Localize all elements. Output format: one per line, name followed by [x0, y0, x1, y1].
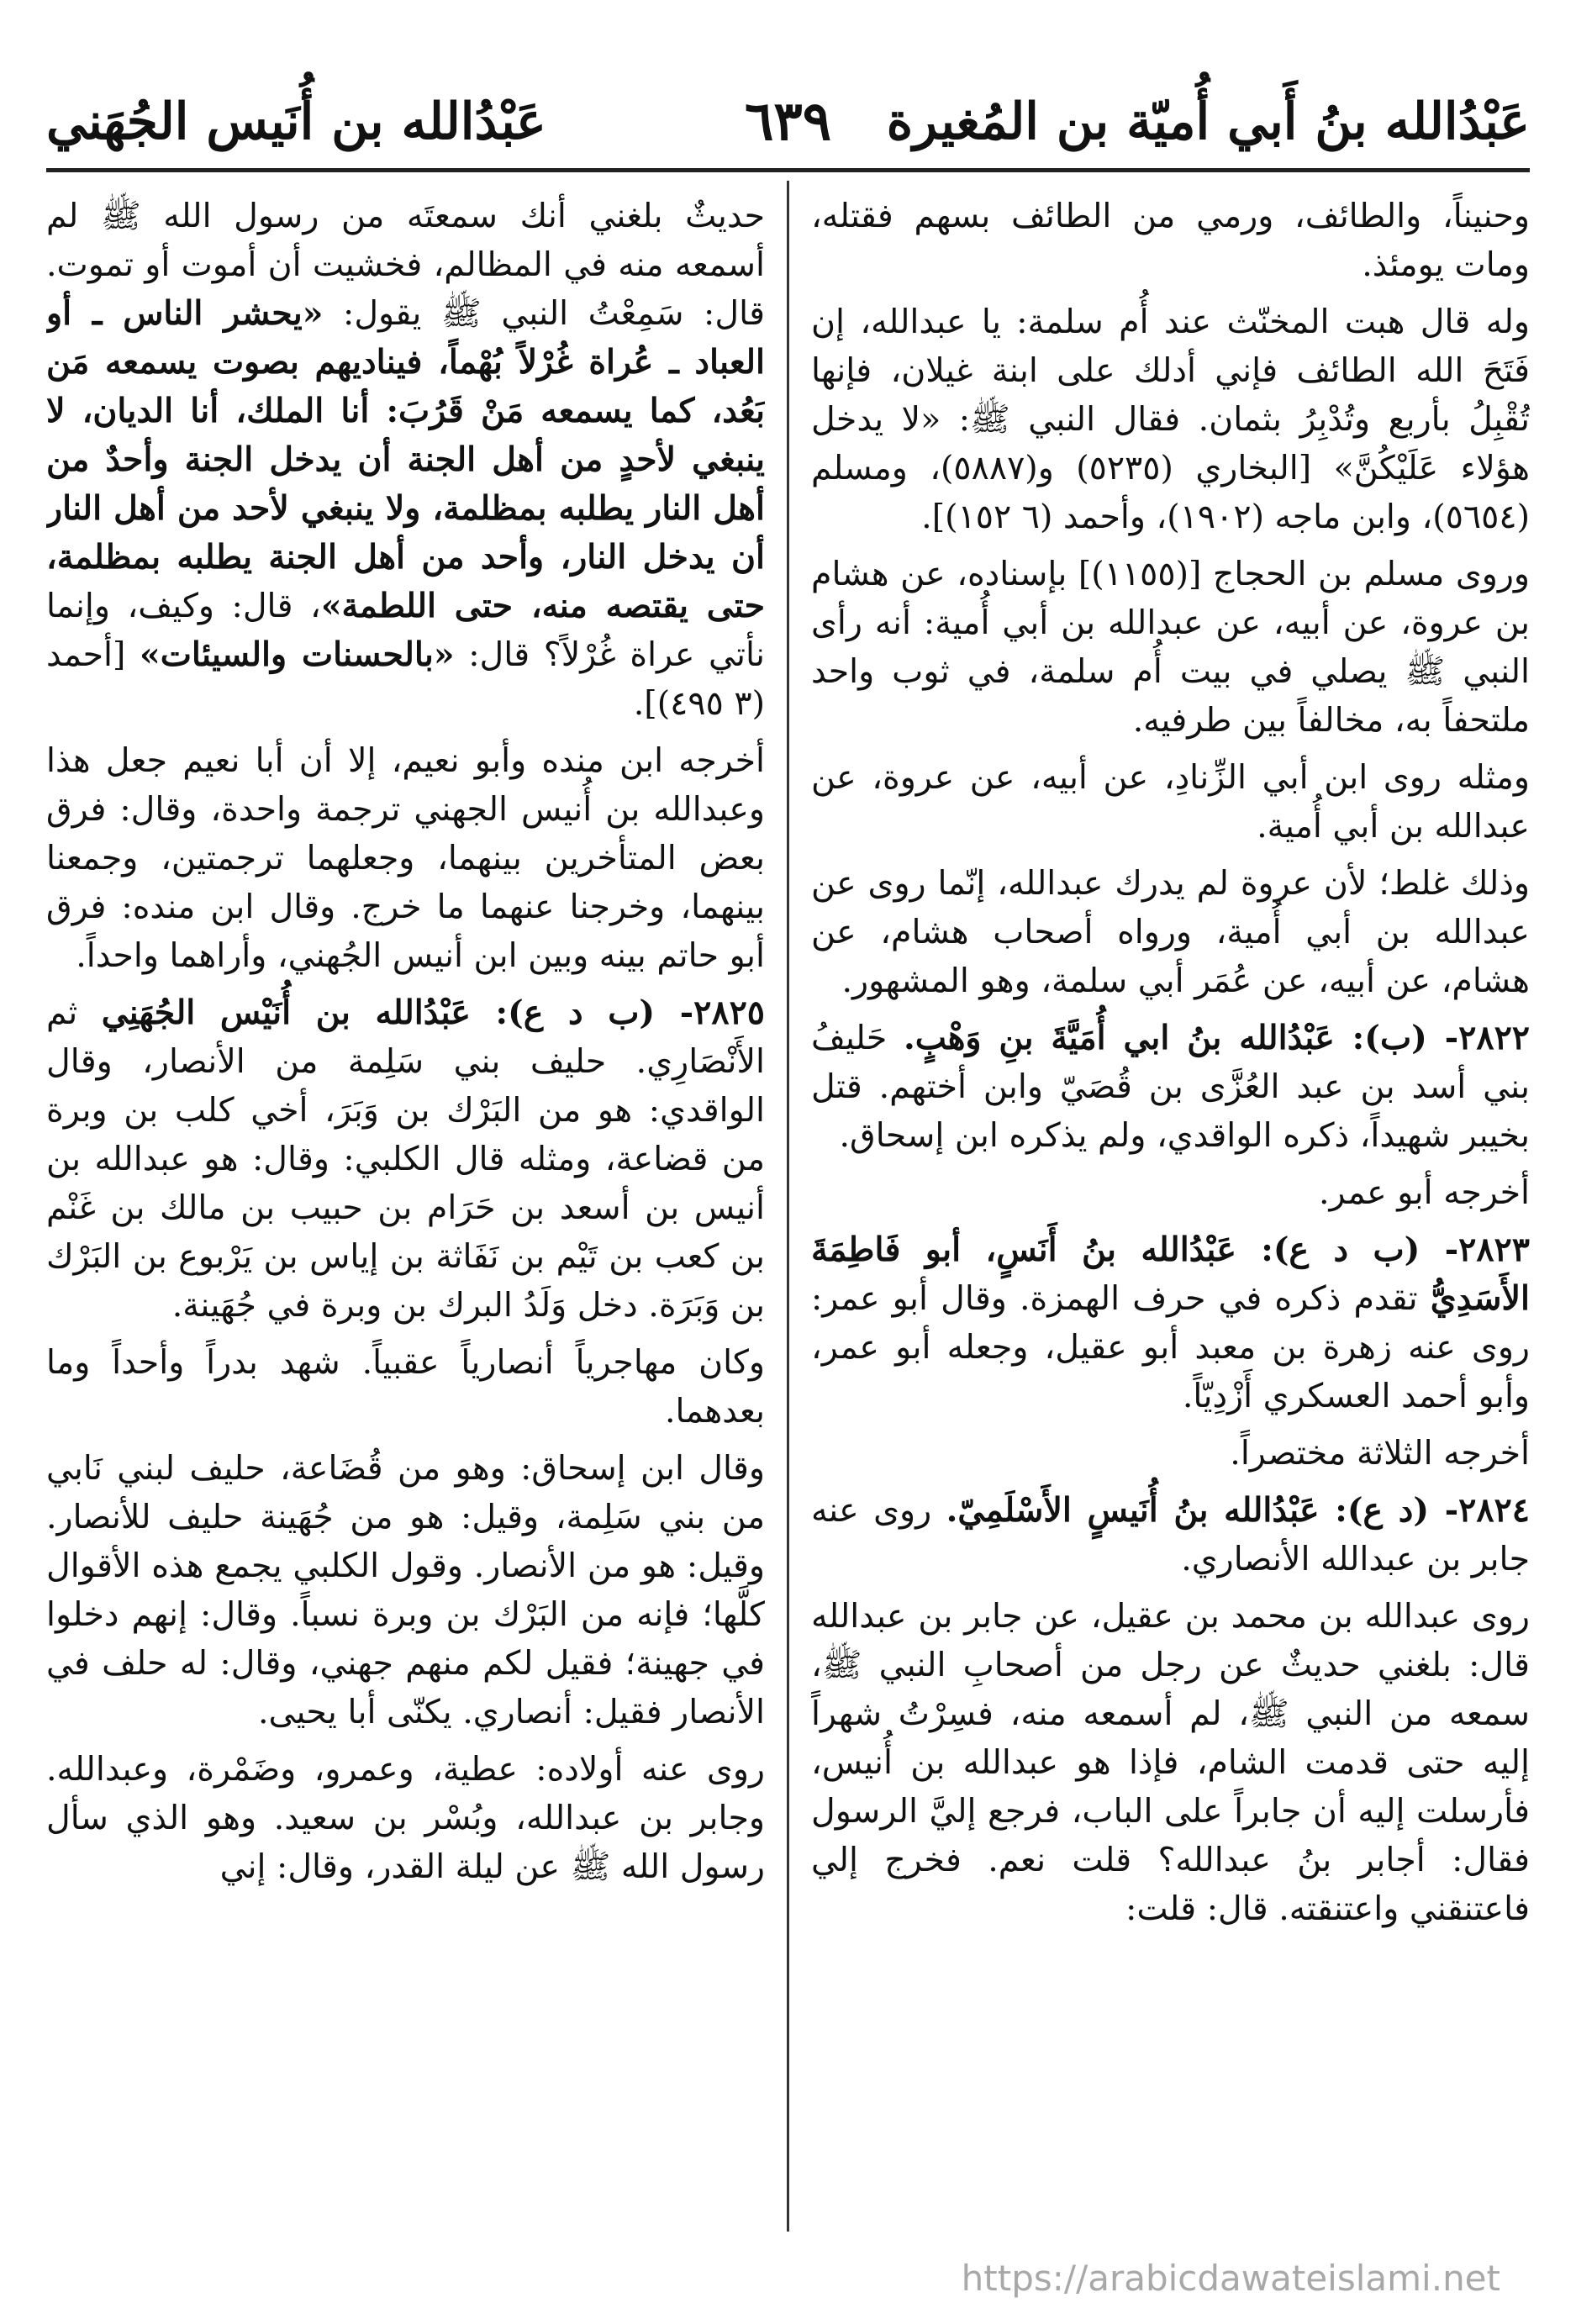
paragraph-text: أخرجه أبو عمر.: [1318, 1173, 1530, 1212]
column-divider: [787, 181, 789, 2232]
hadith-paragraph: [46, 192, 765, 728]
paragraph-text: روى عبدالله بن محمد بن عقيل، عن جابر بن عبدالله قال: بلغني حديثٌ عن رجل من أصحابِ النبي ﷺ، سمعه من النبي ﷺ، لم أسمعه منه، فسِرْتُ شهراً إليه حتى قدمت الشام، فإذا هو عبدالله بن أُنيس، فأرسلت إليه أن جابراً على الباب، فرجع إليَّ الرسول فقال: أجابر بنُ عبدالله؟ قلت نعم. فخرج إلي فاعتنقني واعتنقته. قال: قلت:: [811, 1597, 1530, 1928]
paragraph: [811, 192, 1530, 289]
paragraph-text: روى عنه جابر بن عبدالله الأنصاري.: [811, 1491, 1530, 1578]
paragraph: [811, 859, 1530, 1005]
paragraph: [46, 1444, 765, 1736]
left-column: [46, 192, 765, 2234]
paragraph-text: حَليفُ بني أسد بن عبد العُزَّى بن قُصَيّ وابن أختهم. قتل بخيبر شهيداً، ذكره الواقدي، ولم يذكره ابن إسحاق.: [811, 1019, 1530, 1155]
entry-2822: [811, 1014, 1530, 1160]
paragraph-text: ثم الأَنْصَارِي. حليف بني سَلِمة من الأنصار، وقال الواقدي: هو من البَرْك بن وَبَرَ، أخي كلب بن وبرة من قضاعة، ومثله قال الكلبي: وقال: هو عبدالله بن أنيس بن أسعد بن حَرَام بن حبيب بن مالك بن غَنْم بن كعب بن تَيْم بن نَفَاثة بن إياس بن يَرْبوع بن البَرْك بن وَبَرَة. دخل وَلَدُ البرك بن وبرة في جُهَينة.: [46, 993, 765, 1325]
hadith-quote: «بالحسنات والسيئات»: [140, 635, 455, 674]
paragraph: [811, 298, 1530, 541]
citation: [أحمد (٣ ٤٩٥)].: [46, 635, 765, 723]
running-title-right: عَبْدُالله بنُ أَبي أُميّة بن المُغيرة: [886, 92, 1530, 151]
paragraph: [811, 1168, 1530, 1217]
paragraph: [811, 1592, 1530, 1933]
paragraph-text: ، قال: وكيف، وإنما نأتي عراة غُرْلاً؟ قال:: [46, 587, 765, 674]
paragraph: [811, 753, 1530, 851]
entry-2823: [811, 1225, 1530, 1420]
watermark-url: https://arabicdawateislami.net: [961, 2258, 1500, 2299]
paragraph-text: أخرجه ابن منده وأبو نعيم، إلا أن أبا نعيم جعل هذا وعبدالله بن أُنيس الجهني ترجمة واحدة، وقال: فرق بعض المتأخرين بينهما، وجعلهما ترجمتين، وجمعنا بينهما، وخرجنا عنهما ما خرج. وقال ابن منده: فرق أبو حاتم بينه وبين ابن أنيس الجُهني، وأراهما واحداً.: [46, 741, 765, 975]
paragraph-text: وحنيناً، والطائف، ورمي من الطائف بسهم فقتله، ومات يومئذ.: [811, 197, 1530, 284]
paragraph-text: وكان مهاجرياً أنصارياً عقبياً. شهد بدراً وأحداً وما بعدهما.: [46, 1343, 765, 1431]
right-column: [811, 192, 1530, 2234]
paragraph-text: وذلك غلط؛ لأن عروة لم يدرك عبدالله، إنّما روى عن عبدالله بن أبي أُمية، ورواه أصحاب هشام، عن هشام، عن أبيه، عن عُمَر أبي سلمة، وهو المشهور.: [811, 864, 1530, 1000]
paragraph-text: روى عنه أولاده: عطية، وعمرو، وضَمْرة، وعبدالله. وجابر بن عبدالله، وبُسْر بن سعيد. وهو الذي سأل رسول الله ﷺ عن ليلة القدر، وقال: إني: [46, 1750, 765, 1886]
entry-heading: ٢٨٢٣- (ب د ع): عَبْدُالله بنُ أَنَسٍ، أبو فَاطِمَةَ الأَسَدِيُّ: [811, 1231, 1530, 1318]
paragraph-text: وله قال هبت المخنّث عند أُم سلمة: يا عبدالله، إن فَتَحَ الله الطائف فإني أدلك على ابنة غيلان، فإنها تُقْبِلُ بأربع وتُدْبِرُ بثمان. فقال النبي ﷺ: «لا يدخل هؤلاء عَلَيْكُنَّ» [البخاري (٥٢٣٥) و(٥٨٨٧)، ومسلم (٥٦٥٤)، وابن ماجه (١٩٠٢)، وأحمد (٦ ١٥٢)].: [811, 303, 1530, 536]
hadith-quote: «يحشر الناس ـ أو العباد ـ عُراة غُرْلاً بُهْماً، فيناديهم بصوت يسمعه مَن بَعُد، كما يسمعه مَنْ قَرُبَ: أنا الملك، أنا الديان، لا ينبغي لأحدٍ من أهل الجنة أن يدخل الجنة وأحدٌ من أهل النار يطلبه بمظلمة، ولا ينبغي لأحد من أهل النار أن يدخل النار، وأحد من أهل الجنة يطلبه بمظلمة، حتى يقتصه منه، حتى اللطمة»: [46, 294, 765, 625]
paragraph-text: وروى مسلم بن الحجاج [(١١٥٥)] بإسناده، عن هشام بن عروة، عن أبيه، عن عبدالله بن أبي أُمية: أنه رأى النبي ﷺ يصلي في بيت أُم سلمة، في ثوب واحد ملتحفاً به، مخالفاً بين طرفيه.: [811, 555, 1530, 740]
entry-heading: ٢٨٢٢- (ب): عَبْدُالله بنُ ابي أُمَيَّةَ بنِ وَهْبٍ.: [904, 1019, 1530, 1057]
paragraph-text: ومثله روى ابن أبي الزِّنادِ، عن أبيه، عن عروة، عن عبدالله بن أبي أُمية.: [811, 758, 1530, 846]
paragraph: [46, 736, 765, 980]
entry-2824: [811, 1486, 1530, 1584]
paragraph-text: تقدم ذكره في حرف الهمزة. وقال أبو عمر: روى عنه زهرة بن معبد أبو عقيل، وجعله أبو عمر، وأبو أحمد العسكري أَزْدِيّاً.: [811, 1279, 1530, 1415]
page-header: [46, 80, 1530, 164]
paragraph-text: وقال ابن إسحاق: وهو من قُضَاعة، حليف لبني نَابي من بني سَلِمة، وقيل: هو من جُهَينة حليف للأنصار. وقيل: هو من الأنصار. وقول الكلبي يجمع هذه الأقوال كلَّها؛ فإنه من البَرْك بن وبرة نسباً. وقال: إنهم دخلوا في جهينة؛ فقيل لكم منهم جهني، وقال: له حلف في الأنصار فقيل: أنصاري. يكنّى أبا يحيى.: [46, 1449, 765, 1731]
paragraph: [811, 1429, 1530, 1478]
paragraph: [46, 1745, 765, 1891]
paragraph: [811, 550, 1530, 745]
header-rule: [46, 168, 1530, 172]
entry-heading: ٢٨٢٤- (د ع): عَبْدُالله بنُ أُنَيسٍ الأَسْلَمِيّ.: [946, 1491, 1530, 1530]
entry-2825: [46, 988, 765, 1330]
paragraph: [46, 1338, 765, 1436]
page-number: ٦٣٩: [744, 90, 832, 153]
paragraph-text: حديثٌ بلغني أنك سمعتَه من رسول الله ﷺ لم أسمعه منه في المظالم، فخشيت أن أموت أو تموت. قال: سَمِعْتُ النبي ﷺ يقول:: [46, 197, 765, 333]
paragraph-text: أخرجه الثلاثة مختصراً.: [1230, 1434, 1530, 1473]
running-title-left: عَبْدُالله بن أُنَيس الجُهَني: [46, 92, 546, 151]
entry-heading: ٢٨٢٥- (ب د ع): عَبْدُالله بن أُنَيْس الجُهَنِي: [101, 993, 765, 1032]
